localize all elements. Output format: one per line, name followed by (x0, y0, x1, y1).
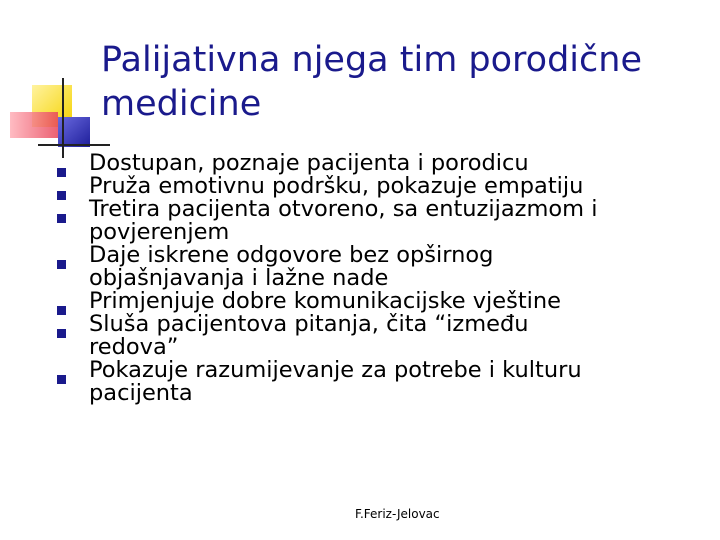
bullet-square-icon (57, 375, 66, 384)
bullet-square-icon (57, 260, 66, 269)
bullet-item: Dostupan, poznaje pacijenta i porodicu (57, 152, 707, 175)
bullet-item: Pruža emotivnu podršku, pokazuje empatiju (57, 175, 707, 198)
decorative-squares-graphic (0, 0, 110, 160)
red-bar (10, 112, 58, 138)
bullet-square-icon (57, 329, 66, 338)
bullet-list (57, 152, 707, 405)
bullet-item: Sluša pacijentova pitanja, čita “između redova” (57, 313, 707, 359)
footer-author: F.Feriz-Jelovac (355, 507, 440, 521)
slide-title (101, 38, 701, 126)
title-line-1: Palijativna njega tim porodične (101, 40, 642, 80)
bullet-item: Primjenjuje dobre komunikacijske vještine (57, 290, 707, 313)
bullet-square-icon (57, 214, 66, 223)
bullet-item: Pokazuje razumijevanje za potrebe i kulturu pacijenta (57, 359, 707, 405)
bullet-item: Tretira pacijenta otvoreno, sa entuzijazmom i povjerenjem (57, 198, 707, 244)
title-line-2: medicine (101, 84, 262, 124)
bullet-item: Daje iskrene odgovore bez opširnog objašnjavanja i lažne nade (57, 244, 707, 290)
